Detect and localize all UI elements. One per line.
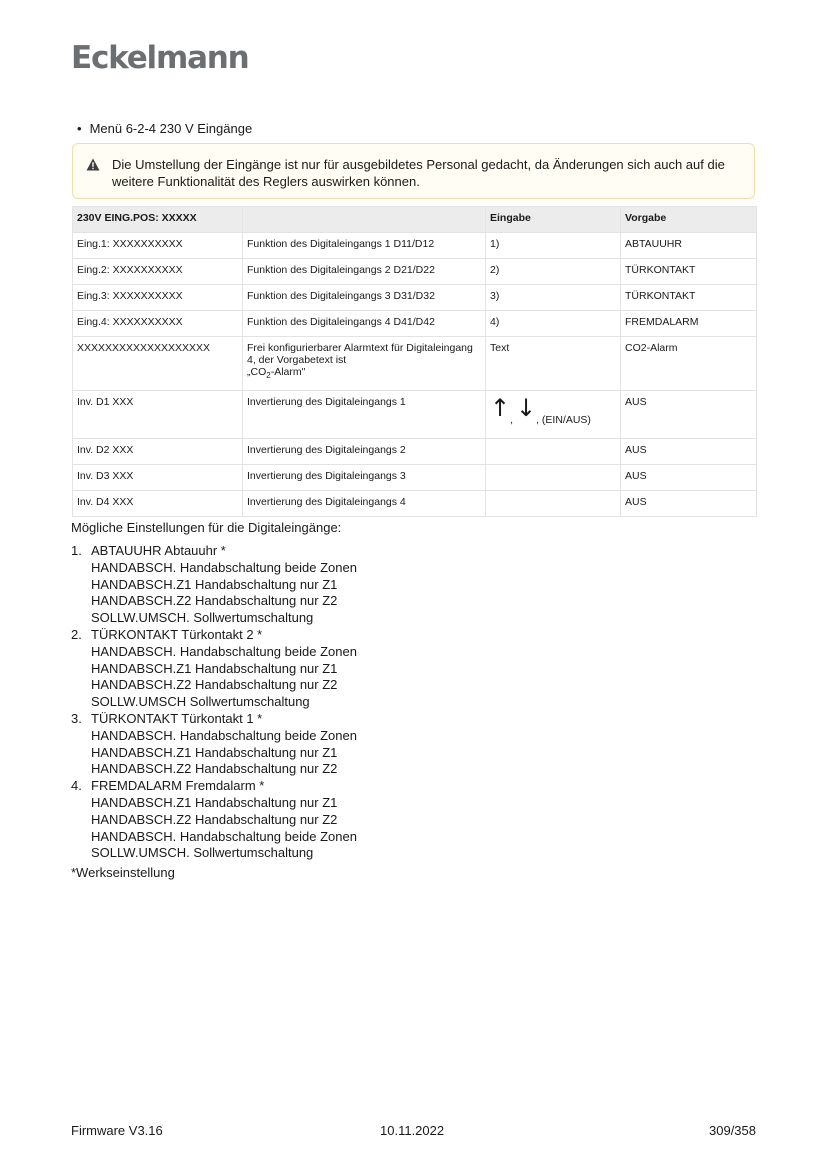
table-row xyxy=(73,285,757,311)
list-number: 3. xyxy=(71,710,82,726)
table-cell: AUS xyxy=(621,465,757,491)
table-cell: Eing.2: XXXXXXXXXX xyxy=(73,259,243,285)
table-header-cell: Vorgabe xyxy=(621,207,757,233)
table-cell: 1) xyxy=(486,233,621,259)
table-cell: Text xyxy=(486,337,621,391)
eckelmann-logo: Eckelmann xyxy=(71,40,249,76)
list-line: HANDABSCH.Z1 Handabschaltung nur Z1 xyxy=(91,660,338,676)
list-line: ABTAUUHR Abtauuhr * xyxy=(91,543,226,558)
menu-bullet xyxy=(77,121,252,136)
table-cell: Inv. D3 XXX xyxy=(73,465,243,491)
warning-box xyxy=(72,143,755,199)
table-header-cell: 230V EING.POS: XXXXX xyxy=(73,207,243,233)
table-row xyxy=(73,491,757,517)
list-line: HANDABSCH. Handabschaltung beide Zonen xyxy=(91,727,357,743)
table-row xyxy=(73,311,757,337)
warning-triangle-icon xyxy=(86,158,100,171)
settings-table xyxy=(72,206,757,517)
list-item xyxy=(71,543,357,627)
table-cell: XXXXXXXXXXXXXXXXXXX xyxy=(73,337,243,391)
table-cell: AUS xyxy=(621,439,757,465)
table-row xyxy=(73,391,757,439)
co2-suffix: -Alarm" xyxy=(270,366,306,378)
table-cell: Funktion des Digitaleingangs 4 D41/D42 xyxy=(243,311,486,337)
table-cell xyxy=(486,465,621,491)
footer-page-number: 309/358 xyxy=(709,1123,756,1138)
table-cell: AUS xyxy=(621,391,757,439)
table-cell xyxy=(243,337,486,391)
table-row xyxy=(73,439,757,465)
table-cell xyxy=(486,391,621,439)
footer-date: 10.11.2022 xyxy=(380,1123,445,1138)
table-row xyxy=(73,465,757,491)
table-cell: CO2-Alarm xyxy=(621,337,757,391)
co2-subscript: 2 xyxy=(266,371,271,381)
table-header-cell: Eingabe xyxy=(486,207,621,233)
alarmtext-description: Frei konfigurierbarer Alarmtext für Digitaleingang 4, der Vorgabetext ist xyxy=(247,342,473,366)
table-cell: Funktion des Digitaleingangs 3 D31/D32 xyxy=(243,285,486,311)
list-line: SOLLW.UMSCH. Sollwertumschaltung xyxy=(91,610,314,626)
table-cell: Funktion des Digitaleingangs 2 D21/D22 xyxy=(243,259,486,285)
list-line: HANDABSCH.Z1 Handabschaltung nur Z1 xyxy=(91,576,338,592)
list-item-lines xyxy=(91,711,357,778)
list-line: HANDABSCH.Z1 Handabschaltung nur Z1 xyxy=(91,794,338,810)
table-cell: Funktion des Digitaleingangs 1 D11/D12 xyxy=(243,233,486,259)
table-row xyxy=(73,259,757,285)
footer-firmware: Firmware V3.16 xyxy=(71,1123,163,1138)
list-line: HANDABSCH. Handabschaltung beide Zonen xyxy=(91,643,357,659)
footnote: *Werkseinstellung xyxy=(71,865,175,880)
list-item-lines xyxy=(91,543,357,627)
table-cell xyxy=(486,439,621,465)
table-cell: TÜRKONTAKT xyxy=(621,285,757,311)
table-cell: Eing.1: XXXXXXXXXX xyxy=(73,233,243,259)
list-item-lines xyxy=(91,627,357,711)
warning-text: Die Umstellung der Eingänge ist nur für ausgebildetes Personal gedacht, da Änderungen sich auch auf die weitere Funktionalität des Reglers auswirken können. xyxy=(112,157,725,189)
list-line: SOLLW.UMSCH. Sollwertumschaltung xyxy=(91,845,314,861)
table-cell: TÜRKONTAKT xyxy=(621,259,757,285)
table-cell: Invertierung des Digitaleingangs 3 xyxy=(243,465,486,491)
list-line: TÜRKONTAKT Türkontakt 1 * xyxy=(91,710,263,726)
list-line: HANDABSCH.Z2 Handabschaltung nur Z2 xyxy=(91,761,338,777)
menu-bullet-text: Menü 6-2-4 230 V Eingänge xyxy=(89,121,253,136)
list-number: 4. xyxy=(71,778,82,794)
table-cell: FREMDALARM xyxy=(621,311,757,337)
table-cell: Eing.4: XXXXXXXXXX xyxy=(73,311,243,337)
list-item-lines xyxy=(91,778,357,862)
settings-list xyxy=(71,543,357,862)
table-cell: Eing.3: XXXXXXXXXX xyxy=(73,285,243,311)
list-line: FREMDALARM Fremdalarm * xyxy=(91,778,265,794)
list-item xyxy=(71,778,357,862)
table-cell: Invertierung des Digitaleingangs 4 xyxy=(243,491,486,517)
list-line: HANDABSCH.Z2 Handabschaltung nur Z2 xyxy=(91,593,338,609)
table-header-row xyxy=(73,207,757,233)
table-row xyxy=(73,337,757,391)
arrow-separator: , xyxy=(510,414,514,426)
list-item xyxy=(71,711,357,778)
list-number: 1. xyxy=(71,543,82,558)
list-line: TÜRKONTAKT Türkontakt 2 * xyxy=(91,626,263,642)
table-cell: 4) xyxy=(486,311,621,337)
table-row xyxy=(73,233,757,259)
arrow-down-icon: ↓ xyxy=(515,394,537,422)
table-cell: Inv. D4 XXX xyxy=(73,491,243,517)
table-cell xyxy=(486,491,621,517)
co2-prefix: „CO xyxy=(247,366,267,378)
settings-intro: Mögliche Einstellungen für die Digitaleingänge: xyxy=(71,520,342,535)
table-cell: ABTAUUHR xyxy=(621,233,757,259)
ein-aus-label: , (EIN/AUS) xyxy=(536,414,591,426)
table-cell: 2) xyxy=(486,259,621,285)
arrow-up-icon: ↑ xyxy=(490,394,511,422)
bullet-dot: • xyxy=(77,121,82,136)
list-line: HANDABSCH. Handabschaltung beide Zonen xyxy=(91,828,357,844)
list-line: SOLLW.UMSCH Sollwertumschaltung xyxy=(91,694,310,710)
list-line: HANDABSCH.Z2 Handabschaltung nur Z2 xyxy=(91,677,338,693)
list-line: HANDABSCH. Handabschaltung beide Zonen xyxy=(91,559,357,575)
table-cell: AUS xyxy=(621,491,757,517)
list-number: 2. xyxy=(71,626,82,642)
table-cell: Invertierung des Digitaleingangs 2 xyxy=(243,439,486,465)
table-cell: Invertierung des Digitaleingangs 1 xyxy=(243,391,486,439)
table-cell: 3) xyxy=(486,285,621,311)
list-line: HANDABSCH.Z1 Handabschaltung nur Z1 xyxy=(91,744,338,760)
list-line: HANDABSCH.Z2 Handabschaltung nur Z2 xyxy=(91,811,338,827)
table-cell: Inv. D2 XXX xyxy=(73,439,243,465)
table-cell: Inv. D1 XXX xyxy=(73,391,243,439)
list-item xyxy=(71,627,357,711)
table-header-cell xyxy=(243,207,486,233)
